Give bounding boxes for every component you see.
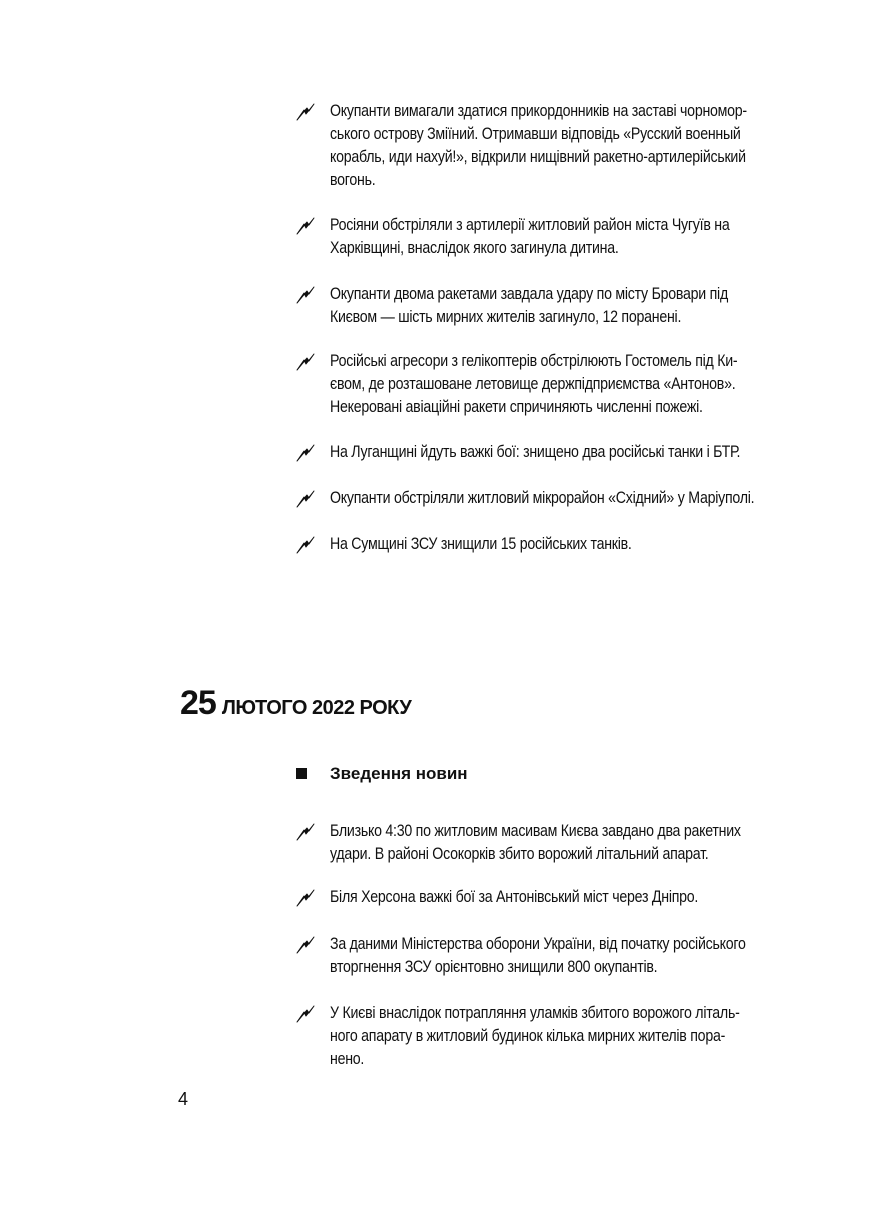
lightning-bolt-icon (296, 536, 316, 554)
item-line: удари. В районі Осокорків збито ворожий літальний апарат. (330, 845, 709, 863)
date-heading (180, 684, 411, 723)
item-line: На Луганщині йдуть важкі бої: знищено два російські танки і БТР. (330, 443, 741, 461)
item-line: корабль, иди нахуй!», відкрили нищівний ракетно-артилерійський (330, 148, 746, 166)
item-line: На Сумщині ЗСУ знищили 15 російських танків. (330, 535, 632, 553)
item-line: Росіяни обстріляли з артилерії житловий район міста Чугуїв на (330, 216, 730, 234)
item-line: вогонь. (330, 171, 376, 189)
square-icon (296, 768, 307, 779)
item-line: Російські агресори з гелікоптерів обстрілюють Гостомель під Ки- (330, 352, 738, 370)
item-line: Окупанти обстріляли житловий мікрорайон «Східний» у Маріуполі. (330, 489, 755, 507)
lightning-bolt-icon (296, 217, 316, 235)
lightning-bolt-icon (296, 490, 316, 508)
lightning-bolt-icon (296, 353, 316, 371)
lightning-bolt-icon (296, 1005, 316, 1023)
item-line: нено. (330, 1050, 365, 1068)
item-line: євом, де розташоване летовище держпідприємства «Антонов». (330, 375, 736, 393)
item-line: У Києві внаслідок потрапляння уламків збитого ворожого літаль- (330, 1004, 740, 1022)
lightning-bolt-icon (296, 444, 316, 462)
lightning-bolt-icon (296, 286, 316, 304)
subheading-label: Зведення новин (330, 764, 468, 783)
date-month-year: ЛЮТОГО 2022 РОКУ (221, 697, 412, 719)
date-day: 25 (180, 684, 216, 722)
lightning-bolt-icon (296, 936, 316, 954)
item-line: Близько 4:30 по житловим масивам Києва завдано два ракетних (330, 822, 741, 840)
item-line: За даними Міністерства оборони України, від початку російського (330, 935, 746, 953)
lightning-bolt-icon (296, 103, 316, 121)
item-line: Окупанти вимагали здатися прикордонників на заставі чорномор- (330, 102, 747, 120)
item-line: Біля Херсона важкі бої за Антонівський міст через Дніпро. (330, 888, 699, 906)
item-line: ного апарату в житловий будинок кілька мирних жителів пора- (330, 1027, 726, 1045)
item-line: Києвом — шість мирних жителів загинуло, 12 поранені. (330, 308, 682, 326)
lightning-bolt-icon (296, 889, 316, 907)
item-line: Окупанти двома ракетами завдала удару по місту Бровари під (330, 285, 728, 303)
lightning-bolt-icon (296, 823, 316, 841)
page-number: 4 (178, 1089, 189, 1109)
item-line: ського острову Зміїний. Отримавши відповідь «Русский военный (330, 125, 741, 143)
item-line: Харківщині, внаслідок якого загинула дитина. (330, 239, 619, 257)
item-line: Некеровані авіаційні ракети спричиняють численні пожежі. (330, 398, 703, 416)
item-line: вторгнення ЗСУ орієнтовно знищили 800 окупантів. (330, 958, 658, 976)
